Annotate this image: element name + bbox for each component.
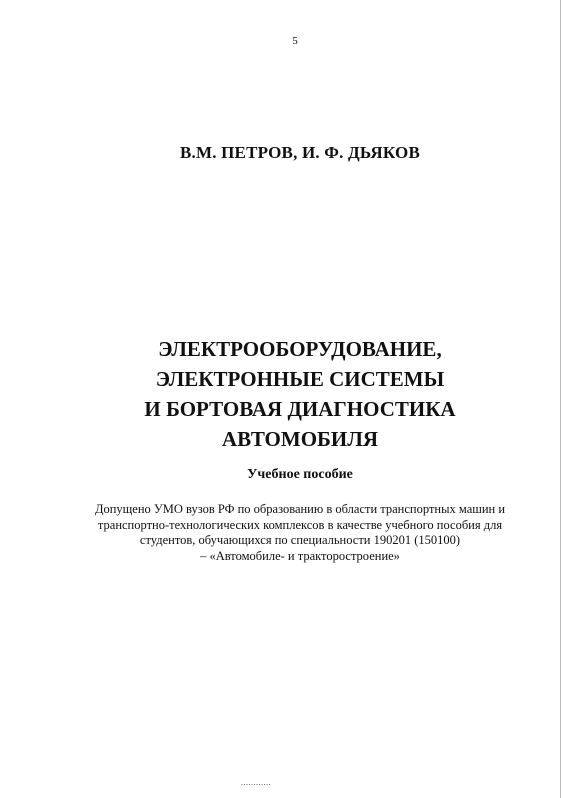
approval-note xyxy=(0,502,564,564)
page-number: 5 xyxy=(292,35,298,47)
approval-line: студентов, обучающихся по специальности 190201 (150100) xyxy=(139,533,461,547)
book-title-line: АВТОМОБИЛЯ xyxy=(221,427,379,451)
book-subtitle: Учебное пособие xyxy=(247,467,353,482)
approval-line: Допущено УМО вузов РФ по образованию в области транспортных машин и xyxy=(94,502,506,516)
page-edge xyxy=(560,0,561,798)
book-title-line: И БОРТОВАЯ ДИАГНОСТИКА xyxy=(144,397,456,421)
book-title-line: ЭЛЕКТРОННЫЕ СИСТЕМЫ xyxy=(155,367,445,391)
authors: В.М. ПЕТРОВ, И. Ф. ДЬЯКОВ xyxy=(180,143,420,162)
approval-line: транспортно-технологических комплексов в качестве учебного пособия для xyxy=(97,517,503,532)
book-title-line: ЭЛЕКТРООБОРУДОВАНИЕ, xyxy=(158,337,442,361)
approval-line: – «Автомобиле- и тракторостроение» xyxy=(200,548,400,563)
book-title xyxy=(0,334,564,454)
footer-dots: ............ xyxy=(241,778,271,787)
